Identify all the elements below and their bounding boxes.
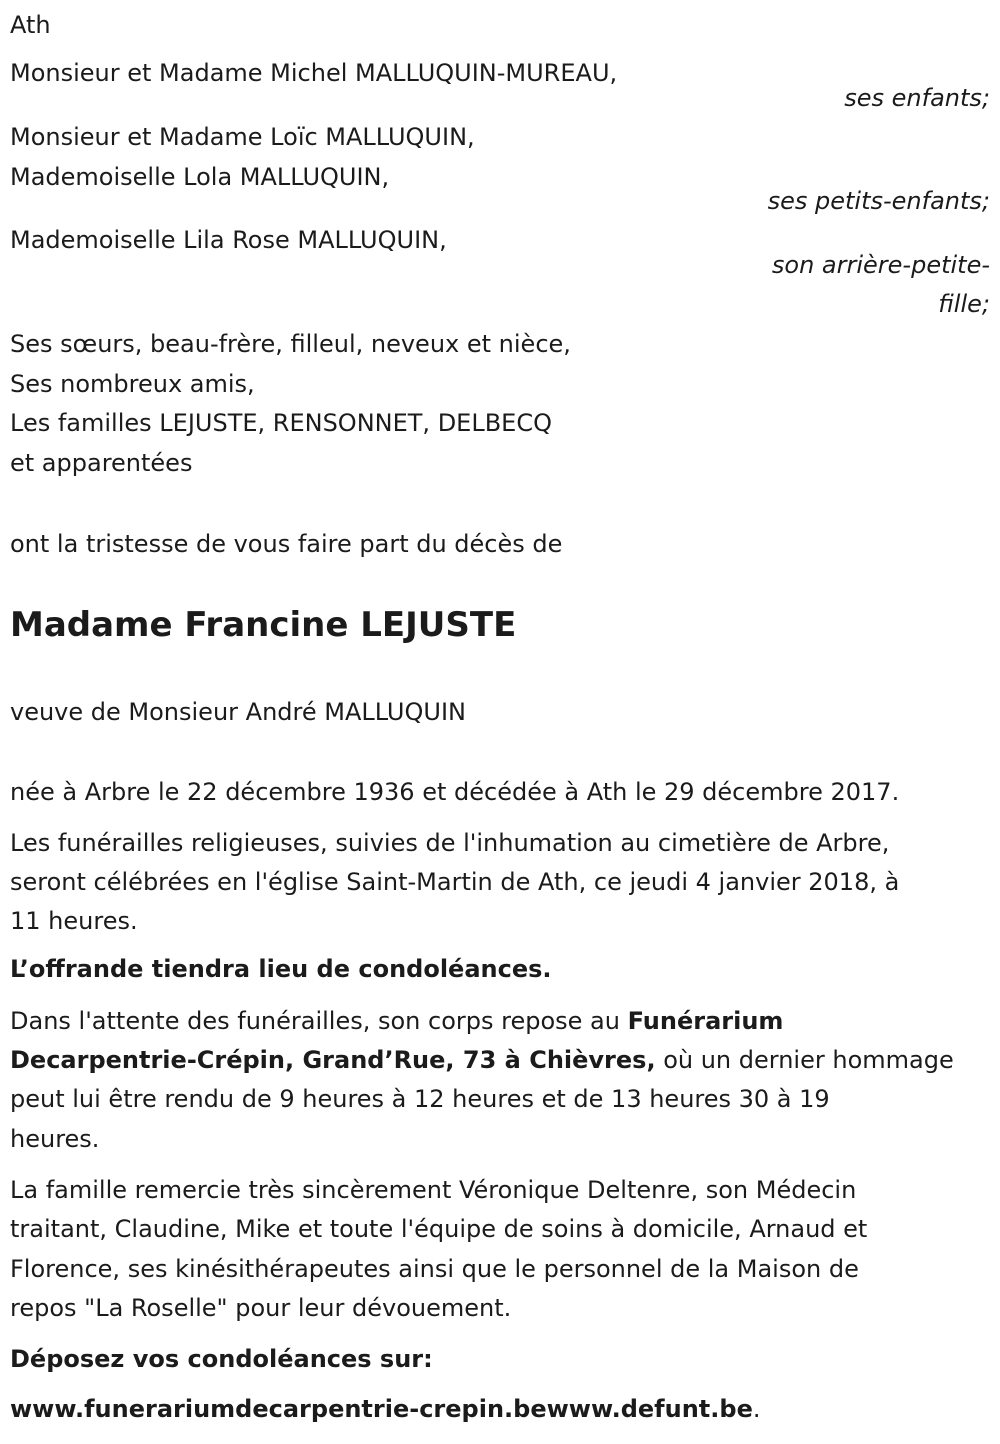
children: Monsieur et Madame Michel MALLUQUIN-MUREAU, <box>10 59 618 87</box>
funerarium-link[interactable]: www.funerariumdecarpentrie-crepin.be <box>10 1395 547 1423</box>
great-grandchildren-role: son arrière-petite- <box>771 251 990 279</box>
funeral-line: Les funérailles religieuses, suivies de l'inhumation au cimetière de Arbre, <box>10 829 890 857</box>
others: Ses sœurs, beau-frère, filleul, neveux et nièce, <box>10 330 571 358</box>
offering: L’offrande tiendra lieu de condoléances. <box>10 955 552 983</box>
others: Les familles LEJUSTE, RENSONNET, DELBECQ <box>10 409 552 437</box>
funeral-line: 11 heures. <box>10 907 138 935</box>
thanks-line: repos "La Roselle" pour leur dévouement. <box>10 1294 512 1322</box>
thanks-line: traitant, Claudine, Mike et toute l'équipe de soins à domicile, Arnaud et <box>10 1215 868 1243</box>
widow-of: veuve de Monsieur André MALLUQUIN <box>10 698 466 726</box>
great-grandchildren-role: fille; <box>938 290 990 318</box>
links-line <box>10 1393 760 1425</box>
viewing-bold: Funérarium <box>627 1007 784 1035</box>
grandchild: Monsieur et Madame Loïc MALLUQUIN, <box>10 123 475 151</box>
birth-death: née à Arbre le 22 décembre 1936 et décédée à Ath le 29 décembre 2017. <box>10 778 900 806</box>
viewing-line: heures. <box>10 1125 100 1153</box>
grandchildren-role: ses petits-enfants; <box>767 187 990 215</box>
great-grandchild: Mademoiselle Lila Rose MALLUQUIN, <box>10 226 447 254</box>
thanks-line: La famille remercie très sincèrement Véronique Deltenre, son Médecin <box>10 1176 857 1204</box>
viewing-line <box>10 1005 783 1037</box>
grandchild: Mademoiselle Lola MALLUQUIN, <box>10 163 390 191</box>
announcement: ont la tristesse de vous faire part du décès de <box>10 530 563 558</box>
location: Ath <box>10 11 51 39</box>
funeral-line: seront célébrées en l'église Saint-Martin de Ath, ce jeudi 4 janvier 2018, à <box>10 868 900 896</box>
viewing-line: peut lui être rendu de 9 heures à 12 heures et de 13 heures 30 à 19 <box>10 1085 830 1113</box>
condolences-label: Déposez vos condoléances sur: <box>10 1345 433 1373</box>
defunt-link[interactable]: www.defunt.be <box>546 1395 753 1423</box>
deceased-name: Madame Francine LEJUSTE <box>10 605 517 645</box>
viewing-text: Dans l'attente des funérailles, son corps repose au <box>10 1007 628 1035</box>
viewing-line <box>10 1044 954 1076</box>
children-role: ses enfants; <box>844 84 990 112</box>
others: Ses nombreux amis, <box>10 370 255 398</box>
viewing-text: où un dernier hommage <box>655 1046 954 1074</box>
viewing-bold: Decarpentrie-Crépin, Grand’Rue, 73 à Chièvres, <box>10 1046 656 1074</box>
thanks-line: Florence, ses kinésithérapeutes ainsi que le personnel de la Maison de <box>10 1255 859 1283</box>
others: et apparentées <box>10 449 193 477</box>
links-end: . <box>752 1395 761 1423</box>
